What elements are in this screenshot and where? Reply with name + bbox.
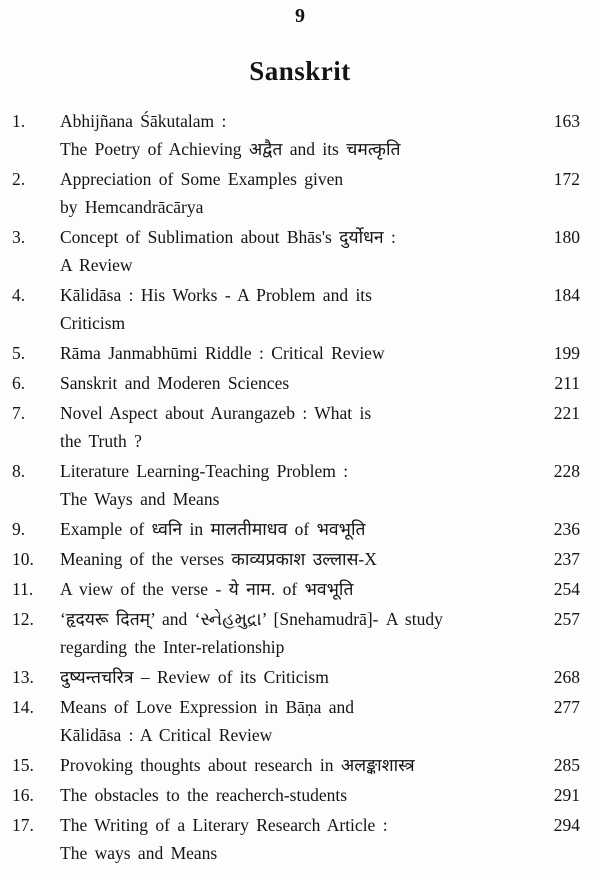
item-page-number: 237 (553, 549, 580, 569)
item-title-line: ‘हृदयरू दितम्’ and ‘સ્નેહમુદ્રા’ [Snehamudrā]- A study (60, 609, 443, 629)
item-title (60, 369, 534, 397)
item-title (60, 165, 534, 221)
item-title (60, 107, 534, 163)
toc-item (10, 457, 580, 513)
item-title-line: Meaning of the verses काव्यप्रकाश उल्लास-X (60, 549, 377, 569)
item-title (60, 663, 534, 691)
item-number: 1. (12, 111, 26, 131)
item-title-line: Abhijñana Śākutalam : (60, 111, 227, 131)
item-title (60, 457, 534, 513)
item-title (60, 605, 534, 661)
item-title (60, 811, 534, 867)
item-title-line: by Hemcandrācārya (60, 197, 204, 217)
item-title-line: Appreciation of Some Examples given (60, 169, 344, 189)
item-title-line: Literature Learning-Teaching Problem : (60, 461, 349, 481)
item-title (60, 223, 534, 279)
item-page-number: 291 (553, 785, 580, 805)
toc-item (10, 369, 580, 397)
toc-item (10, 693, 580, 749)
item-title (60, 515, 534, 543)
item-title (60, 781, 534, 809)
item-number: 3. (12, 227, 26, 247)
toc-item (10, 663, 580, 691)
item-title-line: The ways and Means (60, 843, 218, 863)
toc-item (10, 811, 580, 867)
toc-item (10, 515, 580, 543)
toc-item (10, 399, 580, 455)
item-title-line: Criticism (60, 313, 126, 333)
item-page-number: 294 (553, 815, 580, 835)
item-number: 14. (12, 697, 34, 717)
item-page-number: 180 (553, 227, 580, 247)
toc-item (10, 223, 580, 279)
item-title-line: Kālidāsa : His Works - A Problem and its (60, 285, 372, 305)
item-title (60, 693, 534, 749)
item-number: 10. (12, 549, 34, 569)
item-number: 6. (12, 373, 26, 393)
toc-item (10, 107, 580, 163)
table-of-contents (0, 107, 600, 867)
item-page-number: 277 (553, 697, 580, 717)
item-title-line: The Poetry of Achieving अद्वैत and its चमत्कृति (60, 139, 401, 159)
item-title-line: Provoking thoughts about research in अलङ्काशास्त्र (60, 755, 415, 775)
item-title (60, 339, 534, 367)
item-page-number: 236 (553, 519, 580, 539)
item-title-line: the Truth ? (60, 431, 142, 451)
toc-item (10, 605, 580, 661)
item-number: 7. (12, 403, 26, 423)
item-page-number: 285 (553, 755, 580, 775)
item-title-line: regarding the Inter-relationship (60, 637, 285, 657)
item-page-number: 172 (553, 169, 580, 189)
item-title-line: A view of the verse - ये नाम. of भवभूति (60, 579, 354, 599)
toc-item (10, 781, 580, 809)
item-title (60, 399, 534, 455)
item-number: 17. (12, 815, 34, 835)
toc-item (10, 281, 580, 337)
item-number: 5. (12, 343, 26, 363)
item-title-line: दुष्यन्तचरित्र – Review of its Criticism (60, 667, 329, 687)
item-title-line: The Ways and Means (60, 489, 220, 509)
item-title-line: Rāma Janmabhūmi Riddle : Critical Review (60, 343, 385, 363)
item-page-number: 257 (553, 609, 580, 629)
item-title-line: A Review (60, 255, 133, 275)
item-number: 13. (12, 667, 34, 687)
item-title (60, 575, 534, 603)
item-page-number: 211 (554, 373, 580, 393)
toc-item (10, 165, 580, 221)
item-page-number: 228 (553, 461, 580, 481)
item-number: 16. (12, 785, 34, 805)
toc-item (10, 751, 580, 779)
item-title (60, 281, 534, 337)
item-title-line: Kālidāsa : A Critical Review (60, 725, 273, 745)
item-page-number: 268 (553, 667, 580, 687)
item-title (60, 545, 534, 573)
item-page-number: 184 (553, 285, 580, 305)
item-title-line: Sanskrit and Moderen Sciences (60, 373, 290, 393)
page-heading: Sanskrit (249, 56, 351, 86)
toc-item (10, 545, 580, 573)
item-title-line: Example of ध्वनि in मालतीमाधव of भवभूति (60, 519, 366, 539)
toc-item (10, 575, 580, 603)
item-title-line: Concept of Sublimation about Bhās's दुर्योधन : (60, 227, 396, 247)
item-page-number: 199 (553, 343, 580, 363)
item-page-number: 254 (553, 579, 580, 599)
item-title-line: The obstacles to the reacherch-students (60, 785, 348, 805)
page-number: 9 (295, 5, 305, 27)
item-number: 9. (12, 519, 26, 539)
item-page-number: 221 (553, 403, 580, 423)
item-title-line: The Writing of a Literary Research Article : (60, 815, 388, 835)
item-number: 11. (12, 579, 34, 599)
item-number: 4. (12, 285, 26, 305)
toc-item (10, 339, 580, 367)
item-number: 2. (12, 169, 26, 189)
item-title-line: Novel Aspect about Aurangazeb : What is (60, 403, 372, 423)
item-number: 15. (12, 755, 34, 775)
item-title-line: Means of Love Expression in Bāṇa and (60, 697, 355, 717)
item-title (60, 751, 534, 779)
item-number: 12. (12, 609, 34, 629)
item-number: 8. (12, 461, 26, 481)
item-page-number: 163 (553, 111, 580, 131)
